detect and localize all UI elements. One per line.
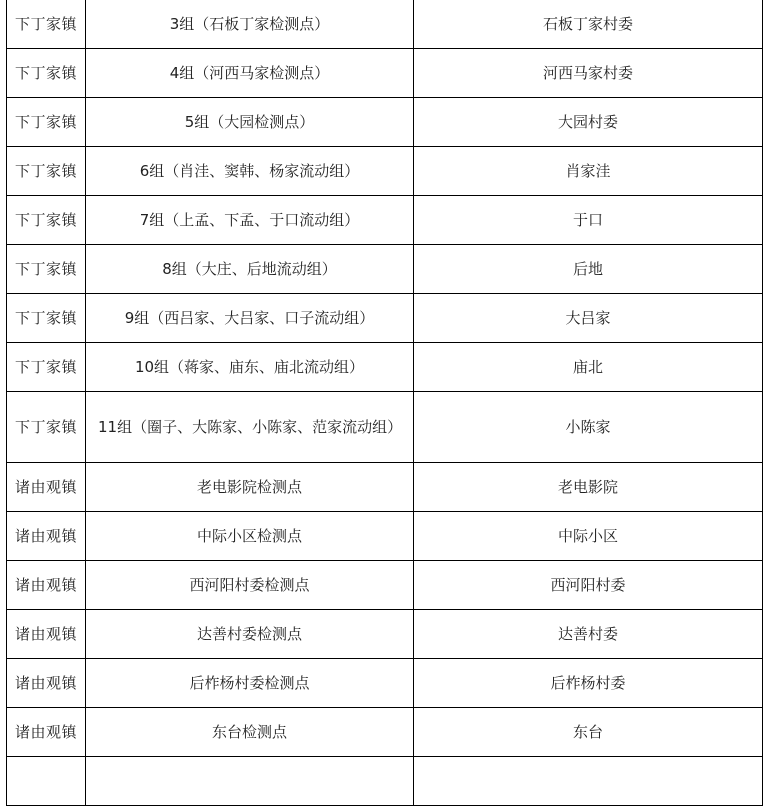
town-cell: 下丁家镇 <box>7 147 86 196</box>
group-cell: 5组（大园检测点） <box>86 98 414 147</box>
table-row <box>7 757 763 806</box>
table-row <box>7 245 763 294</box>
group-cell: 4组（河西马家检测点） <box>86 49 414 98</box>
town-cell: 下丁家镇 <box>7 196 86 245</box>
location-cell: 后地 <box>414 245 763 294</box>
table-row <box>7 561 763 610</box>
table-row <box>7 196 763 245</box>
table-row <box>7 147 763 196</box>
group-cell: 10组（蒋家、庙东、庙北流动组） <box>86 343 414 392</box>
location-cell: 老电影院 <box>414 463 763 512</box>
town-cell: 下丁家镇 <box>7 98 86 147</box>
group-cell: 11组（圈子、大陈家、小陈家、范家流动组） <box>86 392 414 463</box>
testing-sites-table-container <box>6 0 763 806</box>
town-cell: 下丁家镇 <box>7 294 86 343</box>
location-cell: 庙北 <box>414 343 763 392</box>
town-cell: 下丁家镇 <box>7 392 86 463</box>
location-cell: 于口 <box>414 196 763 245</box>
group-cell <box>86 757 414 806</box>
group-cell: 西河阳村委检测点 <box>86 561 414 610</box>
table-row <box>7 294 763 343</box>
location-cell: 大园村委 <box>414 98 763 147</box>
town-cell: 诸由观镇 <box>7 708 86 757</box>
table-row <box>7 610 763 659</box>
town-cell: 诸由观镇 <box>7 610 86 659</box>
location-cell: 肖家洼 <box>414 147 763 196</box>
group-cell: 3组（石板丁家检测点） <box>86 0 414 49</box>
table-row <box>7 512 763 561</box>
table-row <box>7 0 763 49</box>
location-cell: 达善村委 <box>414 610 763 659</box>
town-cell: 诸由观镇 <box>7 463 86 512</box>
group-cell: 8组（大庄、后地流动组） <box>86 245 414 294</box>
table-row <box>7 659 763 708</box>
table-row <box>7 463 763 512</box>
group-cell: 达善村委检测点 <box>86 610 414 659</box>
location-cell: 石板丁家村委 <box>414 0 763 49</box>
table-row <box>7 708 763 757</box>
group-cell: 老电影院检测点 <box>86 463 414 512</box>
location-cell: 小陈家 <box>414 392 763 463</box>
group-cell: 中际小区检测点 <box>86 512 414 561</box>
town-cell: 诸由观镇 <box>7 512 86 561</box>
town-cell: 下丁家镇 <box>7 245 86 294</box>
town-cell: 下丁家镇 <box>7 49 86 98</box>
table-row <box>7 343 763 392</box>
location-cell: 东台 <box>414 708 763 757</box>
town-cell: 下丁家镇 <box>7 343 86 392</box>
location-cell: 西河阳村委 <box>414 561 763 610</box>
testing-sites-table <box>6 0 763 806</box>
group-cell: 9组（西吕家、大吕家、口子流动组） <box>86 294 414 343</box>
group-cell: 后柞杨村委检测点 <box>86 659 414 708</box>
location-cell <box>414 757 763 806</box>
town-cell: 下丁家镇 <box>7 0 86 49</box>
group-cell: 7组（上孟、下孟、于口流动组） <box>86 196 414 245</box>
town-cell: 诸由观镇 <box>7 561 86 610</box>
location-cell: 河西马家村委 <box>414 49 763 98</box>
table-row <box>7 49 763 98</box>
location-cell: 中际小区 <box>414 512 763 561</box>
group-cell: 6组（肖洼、窦韩、杨家流动组） <box>86 147 414 196</box>
table-row <box>7 392 763 463</box>
group-cell: 东台检测点 <box>86 708 414 757</box>
location-cell: 后柞杨村委 <box>414 659 763 708</box>
location-cell: 大吕家 <box>414 294 763 343</box>
town-cell: 诸由观镇 <box>7 659 86 708</box>
town-cell <box>7 757 86 806</box>
table-row <box>7 98 763 147</box>
